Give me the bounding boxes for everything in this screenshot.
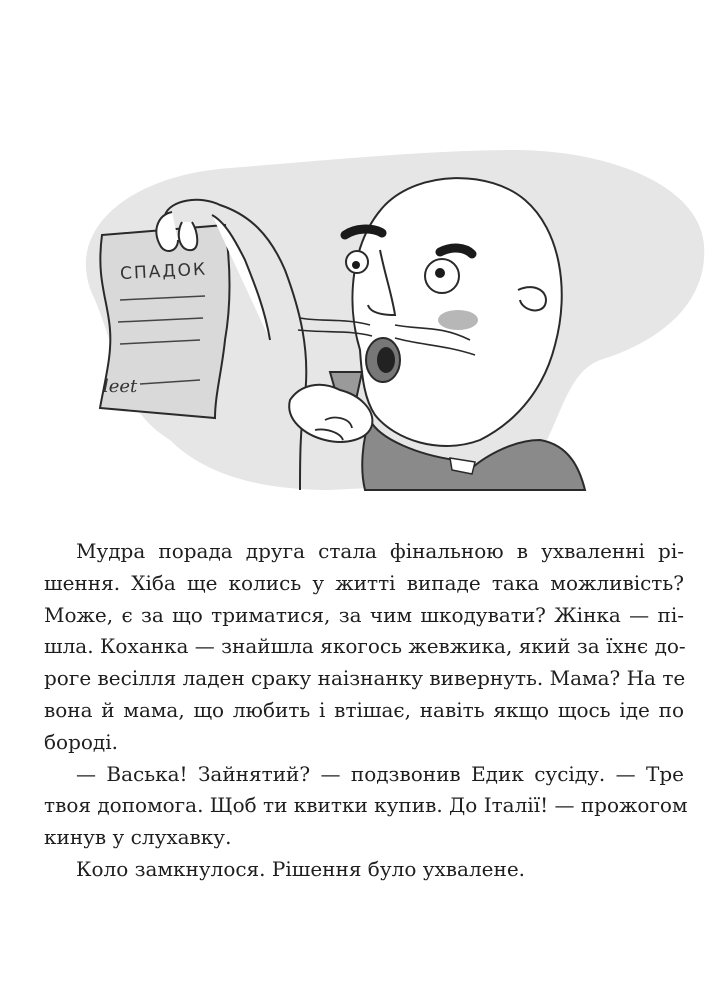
text-line: кинув у слухавку. (44, 825, 232, 850)
text-line: шла. Коханка — знайшла якогось жевжика, який за їхнє до- (44, 634, 686, 659)
text-line: Мудра порада друга стала фінальною в ухваленні рі- (76, 539, 684, 563)
inheritance-document (100, 225, 230, 418)
body-text (44, 536, 688, 886)
text-line: шення. Хіба ще колись у житті випаде така можливість? (44, 570, 684, 595)
text-line: вона й мама, що любить і втішає, навіть якщо щось іде по (44, 697, 684, 722)
text-line: роге весілля ладен сраку наізнанку вивернуть. Мама? На те (44, 666, 686, 691)
illustration (0, 150, 719, 500)
text-line: Коло замкнулося. Рішення було ухвалене. (76, 856, 526, 881)
text-line: твоя допомога. Щоб ти квитки купив. До Італії! — прожогом (44, 793, 688, 818)
text-line: — Васька! Зайнятий? — подзвонив Едик сусіду. — Тре (76, 761, 684, 786)
document-label: СПАДОК (119, 259, 208, 285)
text-line: Може, є за що триматися, за чим шкодувати? Жінка — пі- (44, 602, 684, 627)
text-line: бороді. (44, 729, 118, 754)
document-signature: leet (103, 376, 138, 397)
